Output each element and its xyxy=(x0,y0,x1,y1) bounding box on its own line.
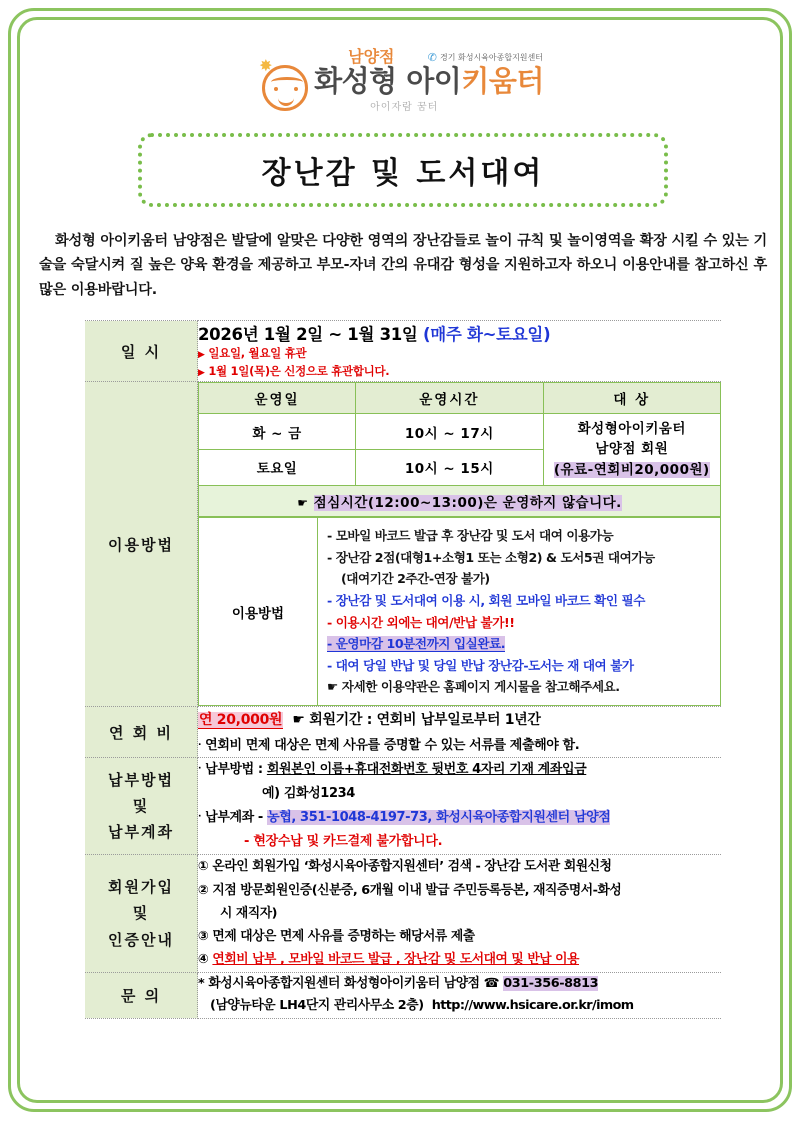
join-item-text: 면제 대상은 면제 사유를 증명하는 해당서류 제출 xyxy=(212,929,475,945)
mouth-icon xyxy=(278,95,294,106)
target-line-1: 화성형아이키움터 xyxy=(577,421,686,438)
pointing-hand-icon: ☛ xyxy=(297,495,309,510)
page-content xyxy=(33,33,773,1019)
contact-address: (남양뉴타운 LH4단지 관리사무소 2층) xyxy=(210,998,424,1014)
row-label-fee: 연 회 비 xyxy=(85,707,198,758)
payment-label-line-1: 납부방법 xyxy=(108,770,174,789)
join-label-line-1: 회원가입 xyxy=(108,878,174,897)
schedule-date xyxy=(198,321,721,345)
schedule-note-2 xyxy=(198,363,721,381)
row-label-payment xyxy=(85,758,198,855)
schedule-note-1-text: 일요일, 월요일 휴관 xyxy=(208,346,307,361)
schedule-note-1 xyxy=(198,345,721,363)
hours-time-weekday: 10시 ~ 17시 xyxy=(356,414,544,450)
usage-line: - 모바일 바코드 발급 후 장난감 및 도서 대여 이용가능 xyxy=(327,527,614,543)
row-label-usage: 이용방법 xyxy=(85,382,198,707)
join-item-number: ④ xyxy=(198,952,209,968)
table-row-schedule xyxy=(85,321,721,382)
usage-line xyxy=(327,633,716,655)
payment-example-line: 예) 김화성1234 xyxy=(262,786,355,802)
center-badge xyxy=(428,51,543,64)
fee-amount: 연 20,000원 xyxy=(199,712,283,729)
contact-center-name: * 화성시육아종합지원센터 화성형아이키움터 남양점 ☎ xyxy=(198,975,504,991)
contact-phone: 031-356-8813 xyxy=(503,975,599,991)
schedule-note-2-text: 1월 1일(목)은 신정으로 휴관합니다. xyxy=(208,364,390,379)
row-content-contact xyxy=(198,972,722,1018)
usage-line: ☛ 자세한 이용약관은 홈페이지 게시물을 참고해주세요. xyxy=(327,679,620,695)
target-line-2: 남양점 회원 xyxy=(595,441,669,458)
logo-header xyxy=(33,33,773,119)
join-item-continued: 시 재직자) xyxy=(220,905,278,921)
row-content-usage xyxy=(198,382,722,707)
row-label-join xyxy=(85,855,198,972)
hours-header-row xyxy=(199,383,721,414)
join-label-line-2: 및 xyxy=(132,904,150,923)
contact-address-line xyxy=(198,995,721,1017)
hours-header-target: 대 상 xyxy=(543,383,720,414)
lunch-note-text: 점심시간(12:00~13:00)은 운영하지 않습니다. xyxy=(313,494,622,511)
join-item-number: ① xyxy=(198,859,209,875)
payment-label-line-3: 납부계좌 xyxy=(108,823,174,842)
hours-header-time: 운영시간 xyxy=(356,383,544,414)
row-content-fee xyxy=(198,707,722,758)
dot-bullet-icon: · xyxy=(198,740,202,751)
join-item-text: 온라인 회원가입 ‘화성시육아종합지원센터’ 검색 - 장난감 도서관 회원신청 xyxy=(212,859,612,875)
hours-day-saturday: 토요일 xyxy=(199,450,356,486)
logo-subtitle: 아이자람 꿈터 xyxy=(370,102,439,113)
logo-main-part2: 키움터 xyxy=(461,64,544,98)
intro-paragraph: 화성형 아이키움터 남양점은 발달에 알맞은 다양한 영역의 장난감들로 놀이 규칙 및 놀이영역을 확장 시킬 수 있는 기술을 숙달시켜 질 높은 양육 환경을 제공하고 부모-자녀 간의 유대감 형성을 지원하고자 하오니 이용안내를 참고하신 후 많은 이용바랍니다. xyxy=(39,233,767,298)
schedule-date-range: 2026년 1월 2일 ~ 1월 31일 xyxy=(198,325,418,345)
join-item-number: ② xyxy=(198,882,209,898)
usage-line: - 장난감 2점(대형1+소형1 또는 소형2) & 도서5권 대여가능 xyxy=(327,549,655,565)
join-label-line-3: 인증안내 xyxy=(108,930,174,949)
target-line-3 xyxy=(546,460,718,480)
table-row-usage xyxy=(85,382,721,707)
row-content-payment xyxy=(198,758,722,855)
usage-line-highlight: - 운영마감 10분전까지 입실완료. xyxy=(327,636,506,652)
hours-row-weekday xyxy=(199,414,721,450)
hours-time-saturday: 10시 ~ 15시 xyxy=(356,450,544,486)
logo-branch-label: 남양점 xyxy=(348,47,395,66)
join-item xyxy=(198,879,721,902)
usage-line: - 대여 당일 반납 및 당일 반납 장난감-도서는 재 대여 불가 xyxy=(327,657,634,673)
eyes-icon xyxy=(274,87,298,91)
usage-method-body xyxy=(318,517,721,705)
schedule-weekdays: (매주 화~토요일) xyxy=(423,325,551,345)
payment-account-value: 농협, 351-1048-4197-73, 화성시육아종합지원센터 남양점 xyxy=(267,810,611,826)
hours-day-weekday: 화 ~ 금 xyxy=(199,414,356,450)
page-title-box xyxy=(138,133,668,207)
usage-line: - 이용시간 외에는 대여/반납 불가!! xyxy=(327,614,515,630)
usage-line: - 장난감 및 도서대여 이용 시, 회원 모바일 바코드 확인 필수 xyxy=(327,592,645,608)
dot-bullet-icon: · xyxy=(198,812,202,823)
payment-account-line xyxy=(198,806,721,830)
table-row-join xyxy=(85,855,721,972)
payment-method-value: 회원본인 이름+휴대전화번호 뒷번호 4자리 기재 계좌입금 xyxy=(266,762,587,778)
usage-method-row xyxy=(199,517,721,705)
fee-amount-line xyxy=(198,707,721,734)
row-label-schedule: 일 시 xyxy=(85,321,198,382)
page-title: 장난감 및 도서대여 xyxy=(261,156,545,191)
star-icon: ✸ xyxy=(259,56,273,75)
join-item-text: 지점 방문회원인증(신분증, 6개월 이내 발급 주민등록등본, 재직증명서-화성 xyxy=(212,882,622,898)
usage-method-table xyxy=(198,517,721,706)
payment-method-line xyxy=(198,758,721,782)
payment-warning: - 현장수납 및 카드결제 불가합니다. xyxy=(244,834,443,850)
payment-method-label: 납부방법 : xyxy=(205,762,267,778)
fee-exempt-text: 연회비 면제 대상은 면제 사유를 증명할 수 있는 서류를 제출해야 함. xyxy=(205,737,580,753)
triangle-bullet-icon: ▶ xyxy=(198,368,205,379)
usage-line: (대여기간 2주간-연장 불가) xyxy=(341,571,490,587)
page-outer-border xyxy=(8,8,792,1112)
join-item xyxy=(198,925,721,948)
fee-period: ☛ 회원기간 : 연회비 납부일로부터 1년간 xyxy=(292,712,541,729)
hours-target-cell xyxy=(543,414,720,486)
info-table xyxy=(85,320,721,1018)
hours-header-day: 운영일 xyxy=(199,383,356,414)
table-row-fee xyxy=(85,707,721,758)
payment-label-line-2: 및 xyxy=(132,797,150,816)
smiley-face-logo-icon xyxy=(259,56,308,111)
logo-main-part1: 화성형 아이 xyxy=(314,64,462,98)
contact-center-line xyxy=(198,973,721,995)
join-item-number: ③ xyxy=(198,929,209,945)
target-fee-note: (유료-연회비20,000원) xyxy=(553,461,710,478)
operating-hours-table xyxy=(198,382,721,517)
payment-account-label: 납부계좌 - xyxy=(205,810,268,826)
lunch-note-row xyxy=(199,485,721,516)
row-label-contact: 문 의 xyxy=(85,972,198,1018)
table-row-contact xyxy=(85,972,721,1018)
center-badge-label: 경기 화성시육아종합지원센터 xyxy=(439,53,543,62)
center-logo-icon: ✆ xyxy=(427,51,437,64)
join-item-text: 연회비 납부 , 모바일 바코드 발급 , 장난감 및 도서대여 및 반납 이용 xyxy=(212,952,579,968)
triangle-bullet-icon: ▶ xyxy=(198,350,205,361)
logo-main-title xyxy=(314,64,544,98)
fee-exempt-line xyxy=(198,734,721,757)
lunch-note-cell xyxy=(199,485,721,516)
join-item xyxy=(198,948,721,971)
row-content-join xyxy=(198,855,722,972)
join-item xyxy=(198,855,721,878)
dot-bullet-icon: · xyxy=(198,764,202,775)
contact-url[interactable]: http://www.hsicare.or.kr/imom xyxy=(431,998,634,1014)
usage-method-label: 이용방법 xyxy=(199,517,318,705)
table-row-payment xyxy=(85,758,721,855)
row-content-schedule xyxy=(198,321,722,382)
